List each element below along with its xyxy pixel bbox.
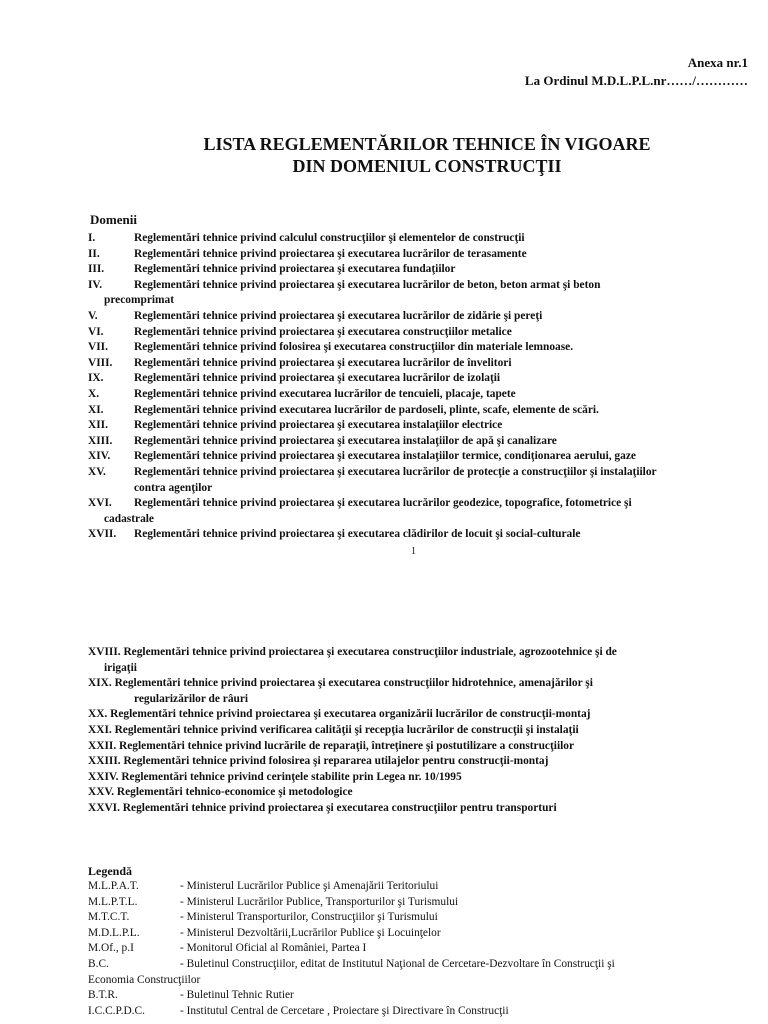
- domain-number: V.: [88, 310, 98, 322]
- legend-abbreviation: M.D.L.P.L.: [88, 926, 140, 939]
- legend-abbreviation: M.L.P.A.T.: [88, 880, 139, 892]
- domain-item: XIX. Reglementări tehnice privind proiectarea şi executarea construcţiilor hidrotehnice, amenajărilor şi: [88, 677, 593, 690]
- legend-abbreviation: B.T.R.: [88, 989, 118, 1002]
- legend-abbreviation: M.T.C.T.: [88, 911, 130, 924]
- legend-description: - Monitorul Oficial al României, Partea I: [180, 942, 367, 955]
- domain-number: XV.: [88, 466, 106, 478]
- annex-number: Anexa nr.1: [687, 55, 748, 70]
- annex-label: [525, 54, 748, 90]
- domain-item: XXI. Reglementări tehnice privind verificarea calităţii şi recepţia lucrărilor de construcţii şi instalaţii: [88, 724, 579, 736]
- domain-text-continued: precomprimat: [104, 294, 175, 307]
- title-line-2: DIN DOMENIUL CONSTRUCŢII: [292, 156, 562, 176]
- domain-text: Reglementări tehnice privind proiectarea şi executarea lucrărilor geodezice, topografice, fotometrice şi: [134, 497, 632, 510]
- domain-text: Reglementări tehnice privind proiectarea şi executarea lucrărilor de izolaţii: [134, 372, 501, 385]
- legend-abbreviation: M.Of., p.I: [88, 942, 134, 955]
- legend-description: - Buletinul Tehnic Rutier: [180, 989, 294, 1002]
- legend-description: - Ministerul Lucrărilor Publice şi Amenajării Teritoriului: [180, 880, 439, 892]
- domain-text: Reglementări tehnice privind proiectarea şi executarea lucrărilor de terasamente: [134, 247, 527, 260]
- legend-heading: Legendă: [88, 864, 133, 878]
- legend-abbreviation: B.C.: [88, 958, 109, 970]
- domain-text: Reglementări tehnice privind proiectarea şi executarea lucrărilor de protecţie a construcţiilor şi instalaţiilor: [134, 466, 657, 478]
- domain-text-continued: irigaţii: [104, 661, 137, 674]
- domain-item: XXV. Reglementări tehnico-economice şi metodologice: [88, 786, 353, 799]
- domain-item: XVIII. Reglementări tehnice privind proiectarea şi executarea construcţiilor industriale, agrozootehnice şi de: [88, 646, 617, 658]
- domain-text-continued: regularizărilor de râuri: [134, 692, 249, 705]
- domain-number: I.: [88, 232, 96, 244]
- domain-text: Reglementări tehnice privind proiectarea şi executarea construcţiilor metalice: [134, 325, 512, 338]
- domain-text-continued: contra agenţilor: [134, 481, 213, 494]
- domain-text: Reglementări tehnice privind proiectarea şi executarea instalaţiilor termice, condiţionarea aerului, gaze: [134, 450, 636, 463]
- domain-item: XX. Reglementări tehnice privind proiectarea şi executarea organizării lucrărilor de construcţii-montaj: [88, 708, 591, 721]
- domain-item: XXII. Reglementări tehnice privind lucrările de reparaţii, întreţinere şi postutilizare a construcţiilor: [88, 739, 575, 752]
- domain-number: VI.: [88, 325, 104, 338]
- domain-number: VIII.: [88, 356, 113, 369]
- domain-number: XVI.: [88, 497, 112, 510]
- domain-text: Reglementări tehnice privind proiectarea şi executarea fundaţiilor: [134, 263, 456, 276]
- domain-item: XXIII. Reglementări tehnice privind folosirea şi repararea utilajelor pentru construcţii-montaj: [88, 755, 549, 768]
- domain-number: II.: [88, 247, 100, 260]
- title-line-1: LISTA REGLEMENTĂRILOR TEHNICE ÎN VIGOARE: [203, 134, 651, 154]
- domain-number: XIV.: [88, 450, 111, 463]
- domain-text: Reglementări tehnice privind executarea lucrărilor de tencuieli, placaje, tapete: [134, 388, 516, 400]
- document-title: [0, 133, 768, 177]
- domain-number: VII.: [88, 341, 108, 354]
- domain-number: XII.: [88, 419, 108, 432]
- domains-heading: Domenii: [90, 212, 137, 227]
- domain-number: IX.: [88, 372, 104, 385]
- domain-number: XIII.: [88, 434, 113, 447]
- domain-item: XXVI. Reglementări tehnice privind proiectarea şi executarea construcţiilor pentru transporturi: [88, 802, 557, 814]
- domain-text: Reglementări tehnice privind proiectarea şi executarea lucrărilor de beton, beton armat şi beton: [134, 278, 601, 291]
- domain-text: Reglementări tehnice privind proiectarea şi executarea lucrărilor de învelitori: [134, 356, 512, 369]
- page-number: 1: [411, 546, 416, 557]
- domain-number: XI.: [88, 403, 104, 416]
- domain-text-continued: cadastrale: [104, 512, 154, 525]
- legend-description: - Buletinul Construcţiilor, editat de Institutul Naţional de Cercetare-Dezvoltare în Construcţii şi: [180, 958, 615, 970]
- domain-text: Reglementări tehnice privind proiectarea şi executarea clădirilor de locuit şi social-culturale: [134, 528, 581, 541]
- domain-text: Reglementări tehnice privind folosirea şi executarea construcţiilor din materiale lemnoase.: [134, 341, 574, 354]
- legend-description: - Institutul Central de Cercetare , Proiectare şi Directivare în Construcţii: [180, 1004, 509, 1017]
- domain-text: Reglementări tehnice privind proiectarea şi executarea instalaţiilor de apă şi canalizare: [134, 434, 557, 447]
- domain-number: III.: [88, 263, 105, 276]
- domain-number: XVII.: [88, 528, 117, 541]
- domain-text: Reglementări tehnice privind calculul construcţiilor şi elementelor de construcţii: [134, 232, 525, 244]
- legend-description-continued: Economia Construcţiilor: [88, 973, 201, 986]
- legend-description: - Ministerul Dezvoltării,Lucrărilor Publice şi Locuinţelor: [180, 926, 441, 939]
- legend-description: - Ministerul Transporturilor, Construcţiilor şi Turismului: [180, 911, 438, 924]
- domain-number: IV.: [88, 278, 103, 291]
- domain-item: XXIV. Reglementări tehnice privind cerinţele stabilite prin Legea nr. 10/1995: [88, 770, 462, 783]
- legend-abbreviation: I.C.C.P.D.C.: [88, 1004, 145, 1017]
- domain-text: Reglementări tehnice privind proiectarea şi executarea instalaţiilor electrice: [134, 419, 503, 432]
- annex-order-reference: La Ordinul M.D.L.P.L.nr……/…………: [524, 73, 748, 88]
- domain-text: Reglementări tehnice privind proiectarea şi executarea lucrărilor de zidărie şi pereţi: [134, 310, 543, 322]
- legend-description: - Ministerul Lucrărilor Publice, Transporturilor şi Turismului: [180, 895, 459, 908]
- legend-abbreviation: M.L.P.T.L.: [88, 895, 138, 908]
- domain-number: X.: [88, 388, 100, 400]
- domain-text: Reglementări tehnice privind executarea lucrărilor de pardoseli, plinte, scafe, elemente de scări.: [134, 403, 599, 416]
